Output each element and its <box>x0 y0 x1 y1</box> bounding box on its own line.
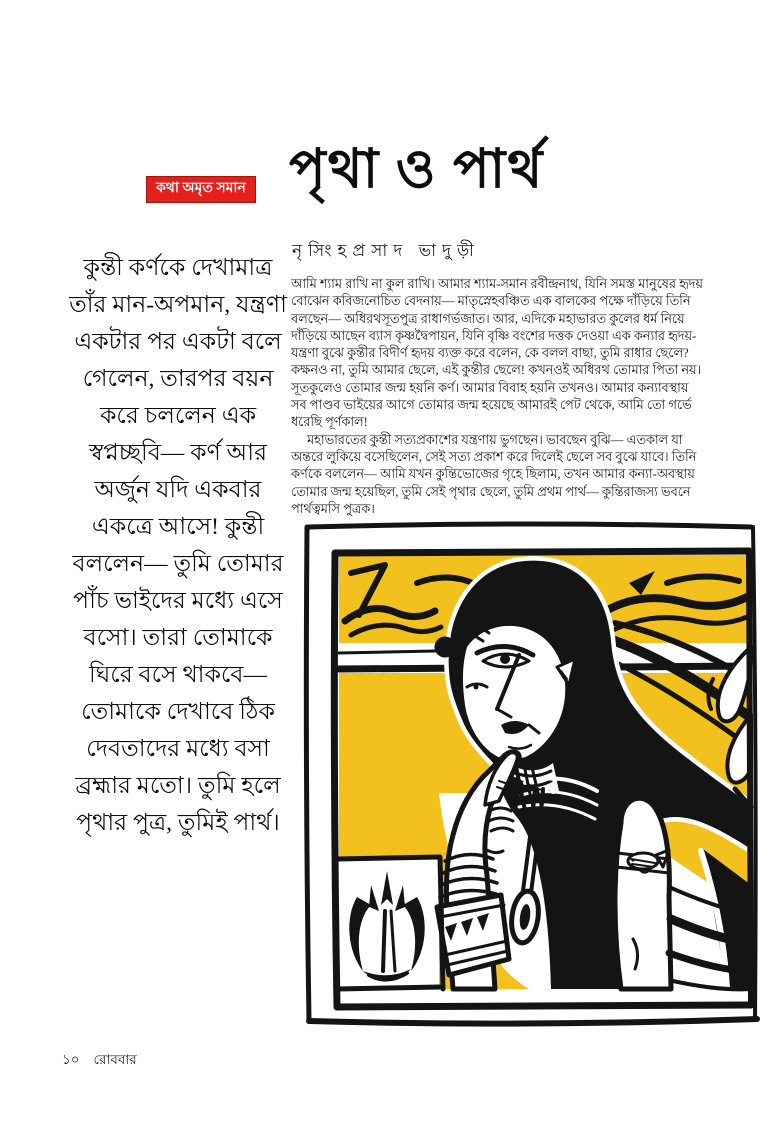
page-footer <box>62 1049 137 1072</box>
lotus-motif <box>337 857 443 989</box>
right-arm <box>615 798 671 989</box>
bindi-dot <box>435 637 456 658</box>
author-byline: নৃসিংহপ্রসাদ ভাদুড়ী <box>292 241 481 260</box>
pull-quote: কুন্তী কর্ণকে দেখামাত্র তাঁর মান-অপমান, যন্ত্রণা একটার পর একটা বলে গেলেন, তারপর বয়ন করে চললেন এক স্বপ্নচ্ছবি— কর্ণ আর অর্জুন যদি একবার একত্রে আসে! কুন্তী বললেন— তুমি তোমার পাঁচ ভাইদের মধ্যে এসে বসো। তারা তোমাকে ঘিরে বসে থাকবে— তোমাকে দেখাবে ঠিক দেবতাদের মধ্যে বসা ব্রহ্মার মতো। তুমি হলে পৃথার পুত্র, তুমিই পার্থ। <box>69 255 287 836</box>
body-paragraph: আমি শ্যাম রাখি না কুল রাখি। আমার শ্যাম-সমান রবীন্দ্রনাথ, যিনি সমস্ত মানুষের হৃদয় বোঝেন কবিজনোচিত বেদনায়— মাতৃস্নেহবঞ্চিত এক বালকের পক্ষে দাঁড়িয়ে তিনি বলছেন— অধিরথসূতপুত্র রাধাগর্ভজাত। আর, এদিকে মহাভারত কুলের ধর্ম নিয়ে দাঁড়িয়ে আছেন ব্যাস কৃষ্ণদ্বৈপায়ন, যিনি বৃষ্ণি বংশের দত্তক দেওয়া এক কন্যার হৃদয়-যন্ত্রণা বুঝে কুন্তীর বিদীর্ণ হৃদয় ব্যক্ত করে বলেন, কে বলল বাছা, তুমি রাধার ছেলে? কক্ষনও না, তুমি আমার ছেলে, এই কুন্তীর ছেলে! কখনওই অধিরথ তোমার পিতা নয়। সূতকুলেও তোমার জন্ম হয়নি কর্ণ। আমার বিবাহ হয়নি তখনও। আমার কন্যাবস্থায় সব পাণ্ডব ভাইয়ের আগে তোমার জন্ম হয়েছে আমারই পেট থেকে, আমি তো গর্ভে ধরেছি পূর্ণকাল! <box>291 277 703 430</box>
footer-magazine-name: রোববার <box>93 1052 137 1067</box>
footer-page-number: ১০ <box>62 1052 80 1067</box>
article-body <box>291 276 703 518</box>
section-badge: কথা অমৃত সমান <box>146 176 256 203</box>
body-paragraph: মহাভারতের কুন্তী সত্যপ্রকাশের যন্ত্রণায় ভুগছেন। ভাবছেন বুঝি— এতকাল যা অন্তরে লুকিয়ে বসেছিলেন, সেই সত্য প্রকাশ করে দিলেই ছেলে সব বুঝে যাবে। তিনি কর্ণকে বললেন— আমি যখন কুন্তিভোজের গৃহে ছিলাম, তখন আমার কন্যা-অবস্থায় তোমার জন্ম হয়েছিল, তুমি সেই পৃথার ছেলে, তুমি প্রথম পার্থ— কুন্তিরাজস্য ভবনে পার্থত্বমসি পুত্রক। <box>291 432 697 516</box>
page-title: পৃথা ও পার্থ <box>289 139 545 199</box>
ornate-cuff <box>437 895 509 975</box>
woodcut-illustration <box>299 519 760 1040</box>
woodcut-illustration-svg <box>299 519 760 1040</box>
